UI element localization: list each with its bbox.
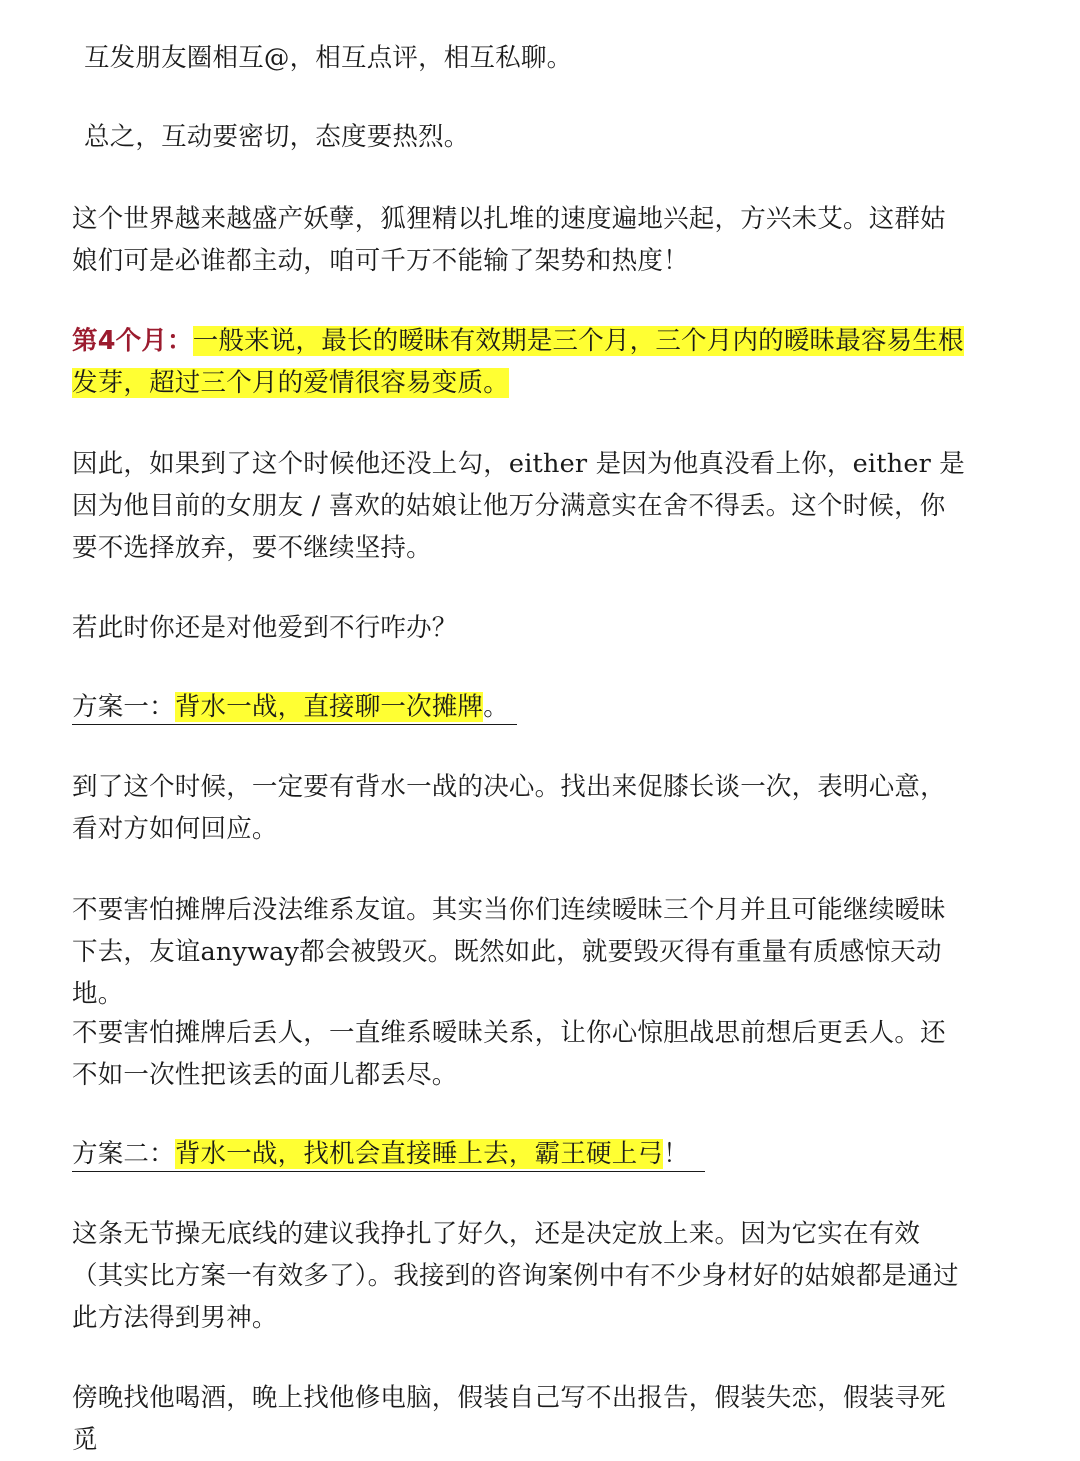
month-four-label: 第4个月：	[72, 326, 193, 356]
paragraph-no-bottom-line: 这条无节操无底线的建议我挣扎了好久，还是决定放上来。因为它实在有效（其实比方案一有效多了）。我接到的咨询案例中有不少身材好的姑娘都是通过此方法得到男神。	[72, 1219, 959, 1333]
plan-one-prefix: 方案一：	[72, 692, 175, 722]
paragraph-determination: 到了这个时候，一定要有背水一战的决心。找出来促膝长谈一次，表明心意，看对方如何回应。	[72, 772, 946, 844]
plan-one-highlight: 背水一战，直接聊一次摊牌	[174, 692, 484, 722]
paragraph-mutual-moments: 互发朋友圈相互@，相互点评，相互私聊。	[84, 43, 573, 73]
paragraph-world-monsters: 这个世界越来越盛产妖孽，狐狸精以扎堆的速度遍地兴起，方兴未艾。这群姑娘们可是必谁都主动，咱可千万不能输了架势和热度！	[72, 204, 946, 276]
paragraph-interaction-summary: 总之，互动要密切，态度要热烈。	[84, 122, 470, 152]
plan-two-suffix: ！	[663, 1139, 689, 1169]
paragraph-what-to-do: 若此时你还是对他爱到不行咋办？	[72, 613, 458, 643]
paragraph-embarrassment: 不要害怕摊牌后丢人，一直维系暧昧关系，让你心惊胆战思前想后更丢人。还不如一次性把该丢的面儿都丢尽。	[72, 1018, 946, 1090]
plan-two-highlight: 背水一战，找机会直接睡上去，霸王硬上弓	[174, 1139, 664, 1169]
plan-one-underline	[72, 692, 517, 725]
paragraph-friendship: 不要害怕摊牌后没法维系友谊。其实当你们连续暧昧三个月并且可能继续暧昧下去，友谊anyway都会被毁灭。既然如此，就要毁灭得有重量有质感惊天动地。	[72, 895, 946, 1009]
plan-two-heading	[72, 1133, 967, 1175]
paragraph-either-reasons: 因此，如果到了这个时候他还没上勾，either 是因为他真没看上你，either 是因为他目前的女朋友 / 喜欢的姑娘让他万分满意实在舍不得丢。这个时候，你要不选择放弃，要不继续坚持。	[72, 449, 966, 563]
plan-one-heading	[72, 686, 967, 728]
plan-one-suffix: 。	[483, 692, 509, 722]
paragraph-evening-tactics: 傍晚找他喝酒，晚上找他修电脑，假装自己写不出报告，假装失恋，假装寻死觅	[72, 1383, 946, 1455]
month-four-highlight: 一般来说，最长的暧昧有效期是三个月，三个月内的暧昧最容易生根发芽，超过三个月的爱情很容易变质。	[72, 326, 964, 398]
plan-two-underline	[72, 1139, 705, 1172]
paragraph-month-four	[72, 320, 967, 404]
plan-two-prefix: 方案二：	[72, 1139, 175, 1169]
